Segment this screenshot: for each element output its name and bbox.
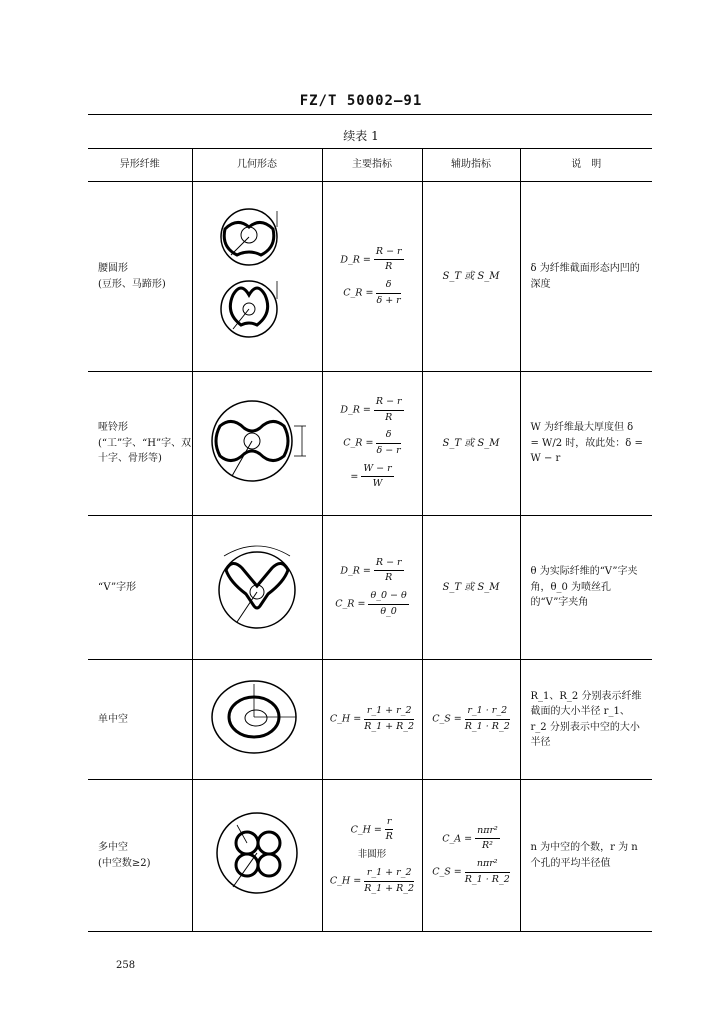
table-header-row — [88, 149, 652, 182]
table-row — [88, 780, 652, 932]
cross-section-figure — [192, 780, 322, 932]
aux-index: C_A = nπr² R² C_S = nπr² R_1 · R_2 — [422, 780, 520, 932]
fiber-name: “V”字形 — [88, 516, 192, 660]
note: R_1、R_2 分别表示纤维截面的大小半径 r_1、r_2 分别表示中空的大小半径 — [520, 660, 652, 780]
cross-section-figure — [192, 516, 322, 660]
header-rule — [88, 114, 652, 115]
col-header: 异形纤维 — [88, 149, 192, 182]
standard-number: FZ/T 50002—91 — [299, 93, 423, 109]
table-caption: 续表 1 — [343, 129, 379, 143]
multi-hollow-figure — [207, 803, 307, 903]
main-index: C_H = $\frac{r}{R}$ 非圆形 C_H = $\frac{r\_1 + r\_2}{R\_1 + R\_2}$ — [322, 780, 422, 932]
aux-index: C_S = $\frac{r\_1 \cdot r\_2}{R\_1 \cdot R\_2}$ — [422, 660, 520, 780]
kidney-shape-figure — [207, 199, 307, 349]
cross-section-figure — [192, 372, 322, 516]
table-row — [88, 182, 652, 372]
fiber-table — [88, 148, 652, 932]
fiber-name: 多中空 (中空数≥2) — [88, 780, 192, 932]
col-header: 说 明 — [520, 149, 652, 182]
note: δ 为纤维截面形态内凹的深度 — [520, 182, 652, 372]
fiber-name: 单中空 — [88, 660, 192, 780]
col-header: 主要指标 — [322, 149, 422, 182]
fiber-name: 哑铃形 (“工”字、“H”字、双十字、骨形等) — [88, 372, 192, 516]
dumbbell-shape-figure — [202, 386, 312, 496]
col-header: 辅助指标 — [422, 149, 520, 182]
note: θ 为实际纤维的“V”字夹角，θ_0 为喷丝孔的“V”字夹角 — [520, 516, 652, 660]
cross-section-figure — [192, 182, 322, 372]
v-shape-figure — [202, 530, 312, 640]
single-hollow-figure — [202, 672, 312, 762]
table-row — [88, 516, 652, 660]
aux-index: S_T 或 S_M — [422, 182, 520, 372]
main-index: C_H = $\frac{r\_1 + r\_2}{R\_1 + R\_2}$ — [322, 660, 422, 780]
table-row — [88, 660, 652, 780]
main-index: D_R = $\frac{R - r}{R}$ C_R = $\frac{\delta}{\delta - r}$ = $\frac{W - r}{W}$ — [322, 372, 422, 516]
fiber-name: 腰圆形 (豆形、马蹄形) — [88, 182, 192, 372]
col-header: 几何形态 — [192, 149, 322, 182]
cross-section-figure — [192, 660, 322, 780]
main-index: D_R = $\frac{R - r}{R}$ C_R = $\frac{\theta\_0 - \theta}{\theta\_0}$ — [322, 516, 422, 660]
table-row — [88, 372, 652, 516]
note: W 为纤维最大厚度但 δ = W/2 时，故此处：δ = W − r — [520, 372, 652, 516]
page-number: 258 — [116, 960, 136, 971]
aux-index: S_T 或 S_M — [422, 372, 520, 516]
note: n 为中空的个数，r 为 n 个孔的平均半径值 — [520, 780, 652, 932]
aux-index: S_T 或 S_M — [422, 516, 520, 660]
main-index: D_R = $\frac{R - r}{R}$ C_R = $\frac{\delta}{\delta + r}$ — [322, 182, 422, 372]
